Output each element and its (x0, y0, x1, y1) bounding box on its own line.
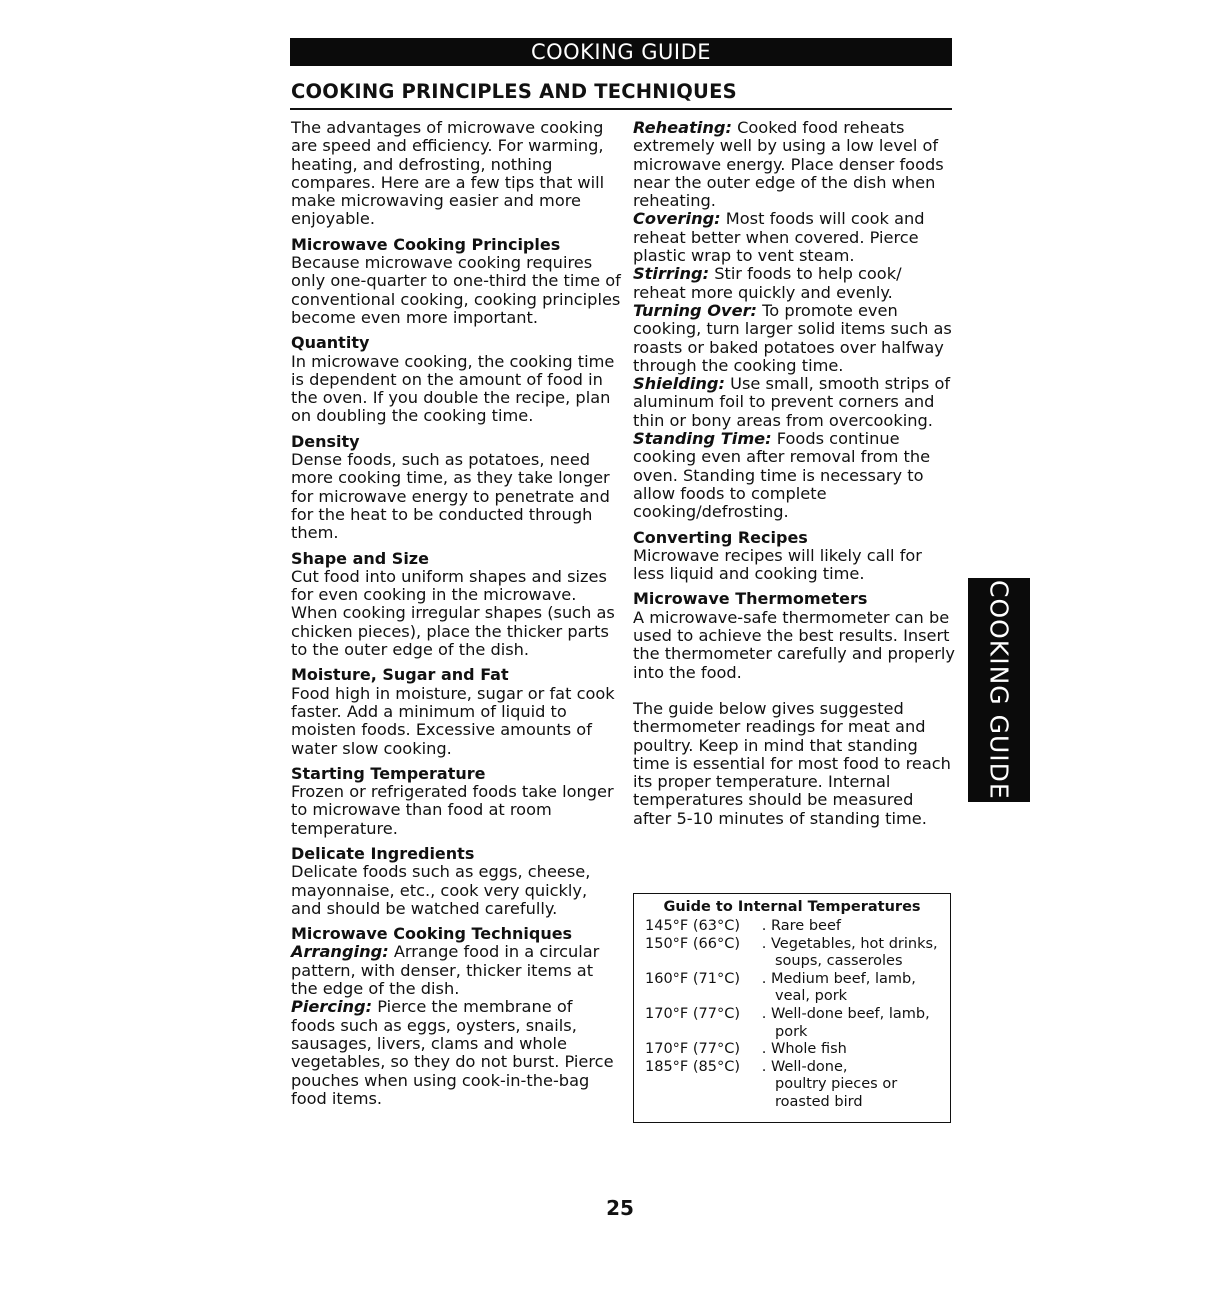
temp-desc-continuation: poultry pieces or roasted bird (775, 1076, 898, 1110)
temp-desc-continuation: pork (775, 1023, 808, 1040)
covering-text: Most foods will cook and reheat better when covered. Pierce plastic wrap to vent steam. (633, 209, 925, 266)
reheating-lead: Reheating: (633, 118, 732, 137)
moisture-heading: Moisture, Sugar and Fat (291, 665, 509, 685)
covering-paragraph (633, 210, 955, 265)
techniques-heading: Microwave Cooking Techniques (291, 924, 573, 944)
paragraph-gap (633, 682, 955, 700)
delicate-text: Delicate foods such as eggs, cheese, mayonnaise, etc., cook very quickly, and should be watched carefully. (291, 862, 591, 918)
temp-value: 170°F (77°C) (645, 1041, 741, 1058)
temp-row: 170°F (77°C) . Well-done beef, lamb, pork (634, 1006, 950, 1041)
temp-desc-line: Well-done beef, lamb, (771, 1005, 930, 1022)
temp-row: 185°F (85°C) . Well-done, poultry pieces or roasted bird (634, 1059, 950, 1112)
temp-value: 170°F (77°C) (645, 1005, 741, 1022)
temp-value: 185°F (85°C) (645, 1058, 741, 1075)
standing-lead: Standing Time: (633, 429, 772, 449)
temp-row: 150°F (66°C) . Vegetables, hot drinks, soups, casseroles (634, 936, 950, 971)
standing-text: Foods continue cooking even after removal from the oven. Standing time is necessary to allow foods to complete cooking/defrosting. (633, 429, 931, 522)
stirring-lead: Stirring: (633, 264, 710, 284)
temp-row: 170°F (77°C) . Whole fish (634, 1041, 950, 1059)
principles-heading: Microwave Cooking Principles (291, 234, 561, 254)
shielding-paragraph (633, 375, 955, 430)
shielding-text: Use small, smooth strips of aluminum foil to prevent corners and thin or bony areas from overcooking. (633, 374, 951, 430)
page-number: 25 (606, 1196, 634, 1220)
temp-row: 145°F (63°C) . Rare beef (634, 918, 950, 936)
side-tab (968, 578, 1030, 802)
starting-temp-text: Frozen or refrigerated foods take longer to microwave than food at room temperature. (291, 782, 614, 838)
quantity-text: In microwave cooking, the cooking time is dependent on the amount of food in the oven. If you double the recipe, plan on doubling the cooking time. (291, 351, 615, 426)
temp-desc-line: Vegetables, hot drinks, (771, 935, 938, 952)
temp-description (771, 1059, 950, 1112)
thermometers-heading: Microwave Thermometers (633, 589, 868, 609)
piercing-text: Pierce the membrane of foods such as eggs, oysters, snails, sausages, livers, clams and whole vegetables, so they do not burst. Pierce pouches when using cook-in-the-bag food items. (291, 997, 614, 1108)
covering-lead: Covering: (633, 209, 721, 229)
right-column (633, 119, 955, 828)
section-title: COOKING PRINCIPLES AND TECHNIQUES (291, 80, 737, 103)
shielding-lead: Shielding: (633, 374, 725, 394)
temp-row: 160°F (71°C) . Medium beef, lamb, veal, pork (634, 971, 950, 1006)
temp-description (771, 918, 950, 936)
title-rule (290, 108, 952, 110)
principles-text: Because microwave cooking requires only one-quarter to one-third the time of conventional cooking, cooking principles become even more important. (291, 253, 621, 327)
thermometers-text: A microwave-safe thermometer can be used to achieve the best results. Insert the thermometer carefully and properly into the food. (633, 607, 955, 682)
reheating-paragraph (633, 119, 955, 210)
left-column (291, 119, 621, 1108)
temp-desc-continuation: soups, casseroles (775, 953, 903, 970)
density-text: Dense foods, such as potatoes, need more cooking time, as they take longer for microwave energy to penetrate and for the heat to be conducted through them. (291, 450, 610, 543)
stirring-paragraph (633, 265, 955, 302)
temp-value: 150°F (66°C) (645, 935, 741, 952)
delicate-heading: Delicate Ingredients (291, 843, 475, 863)
converting-text: Microwave recipes will likely call for less liquid and cooking time. (633, 545, 922, 584)
temp-value: 160°F (71°C) (645, 970, 741, 987)
turning-paragraph (633, 302, 955, 375)
temp-description (771, 1006, 950, 1041)
piercing-lead: Piercing: (291, 997, 373, 1017)
temp-description (771, 936, 950, 971)
standing-paragraph (633, 430, 955, 521)
temp-desc-line: Whole fish (771, 1041, 847, 1058)
temp-description (771, 971, 950, 1006)
turning-text: To promote even cooking, turn larger solid items such as roasts or baked potatoes over halfway through the cooking time. (633, 300, 952, 375)
internal-temperatures-table (633, 893, 951, 1123)
intro-paragraph: The advantages of microwave cooking are speed and efficiency. For warming, heating, and defrosting, nothing compares. Here are a few tips that will make microwaving easier and more enjoyable. (291, 118, 605, 229)
temp-table-title: Guide to Internal Temperatures (663, 899, 921, 915)
piercing-paragraph (291, 998, 621, 1108)
guide-paragraph: The guide below gives suggested thermometer readings for meat and poultry. Keep in mind that standing time is essential for most food to reach its proper temperature. Internal temperatures should be measured after 5-10 minutes of standing time. (633, 698, 951, 828)
arranging-text: Arrange food in a circular pattern, with denser, thicker items at the edge of the dish. (291, 942, 600, 999)
moisture-text: Food high in moisture, sugar or fat cook faster. Add a minimum of liquid to moisten foods. Excessive amounts of water slow cooking. (291, 683, 615, 758)
temp-desc-continuation: veal, pork (775, 988, 848, 1005)
starting-temp-heading: Starting Temperature (291, 763, 486, 783)
shape-heading: Shape and Size (291, 548, 429, 568)
quantity-heading: Quantity (291, 333, 370, 353)
stirring-text: Stir foods to help cook/ reheat more quickly and evenly. (633, 264, 902, 302)
arranging-lead: Arranging: (291, 942, 389, 962)
density-heading: Density (291, 431, 360, 451)
page-banner: COOKING GUIDE (290, 38, 952, 66)
temp-desc-line: Well-done, (771, 1058, 848, 1075)
temp-desc-line: Rare beef (771, 918, 841, 934)
arranging-paragraph (291, 943, 621, 998)
temp-description (771, 1041, 950, 1059)
side-tab-label: COOKING GUIDE (984, 580, 1014, 800)
turning-lead: Turning Over: (633, 300, 758, 320)
reheating-text: Cooked food reheats extremely well by using a low level of microwave energy. Place denser foods near the outer edge of the dish when reheating. (633, 118, 944, 211)
temp-desc-line: Medium beef, lamb, (771, 970, 916, 987)
shape-text: Cut food into uniform shapes and sizes for even cooking in the microwave. When cooking irregular shapes (such as chicken pieces), place the thicker parts to the outer edge of the dish. (291, 566, 615, 660)
temp-value: 145°F (63°C) (645, 918, 741, 934)
converting-heading: Converting Recipes (633, 527, 808, 547)
